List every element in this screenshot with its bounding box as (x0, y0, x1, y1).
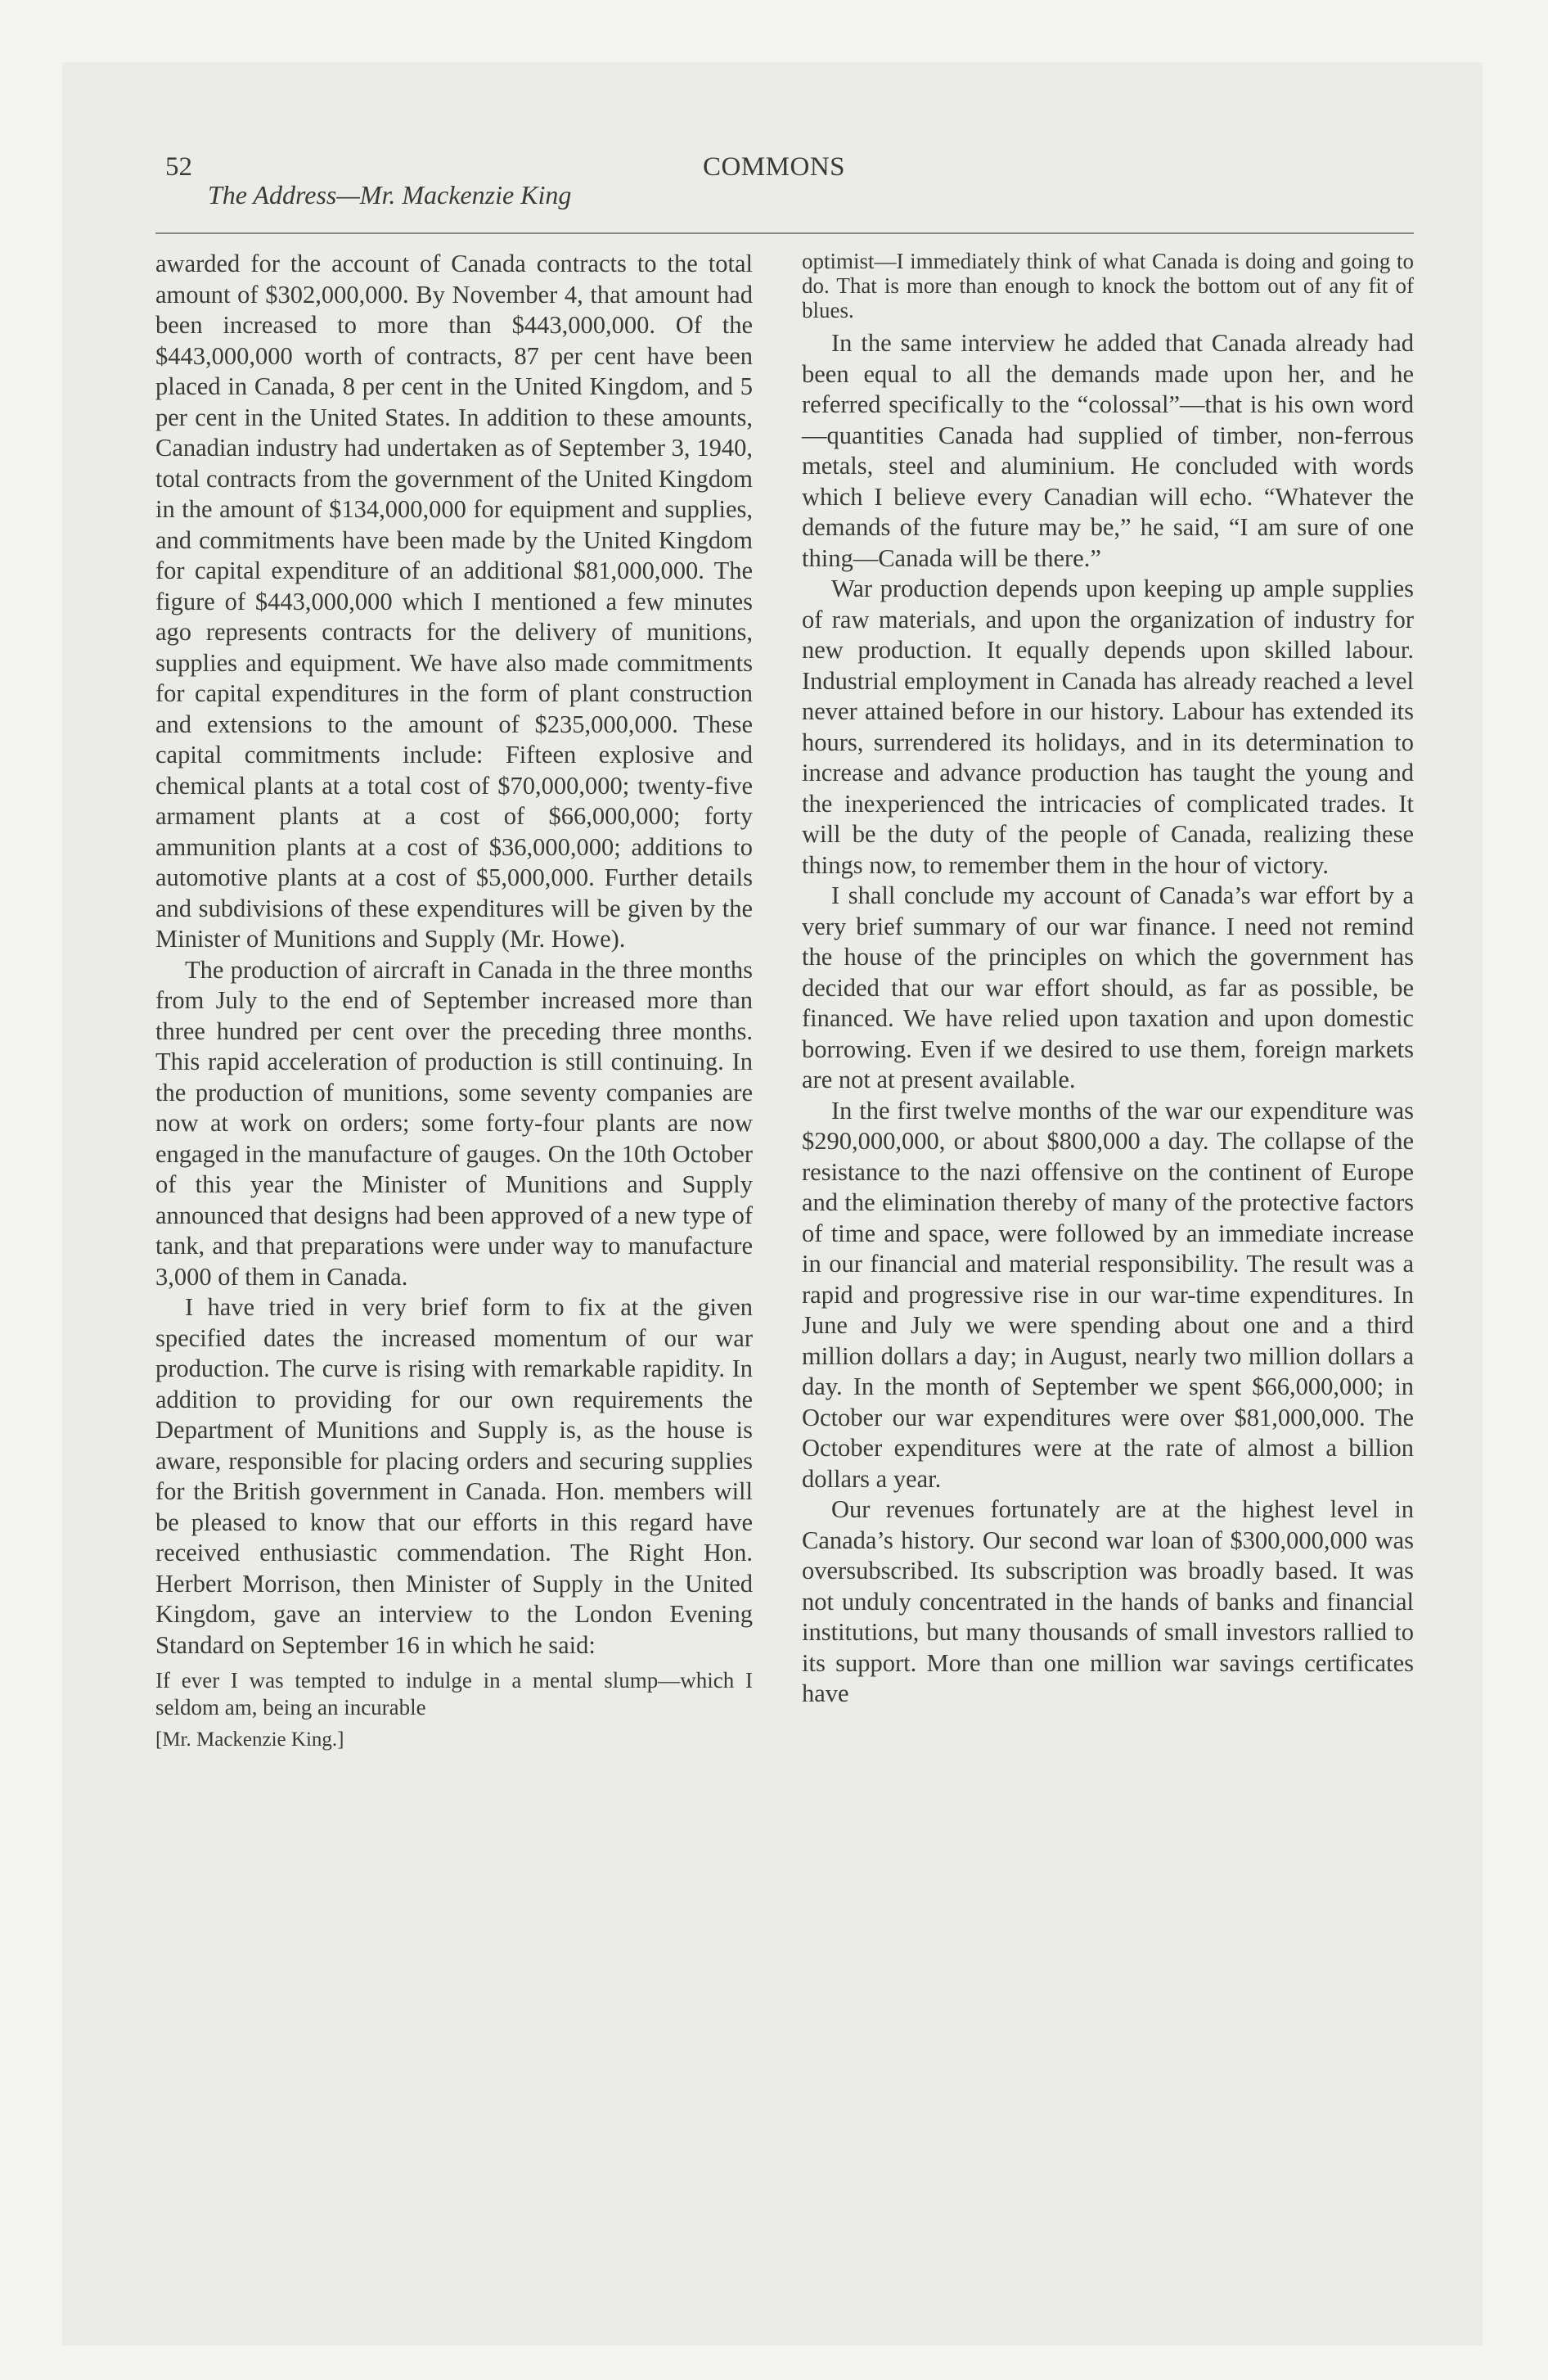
paragraph: I shall conclude my account of Canada’s war effort by a very brief summary of our war finance. I need not remind the house of the principles on which the government has decided that our war effort should, as far as possible, be financed. We have relied upon taxation and upon domestic borrowing. Even if we desired to use them, foreign markets are not at present available. (802, 881, 1414, 1093)
block-quote-continued: optimist—I immediately think of what Canada is doing and going to do. That is more than enough to knock the bottom out of any fit of blues. (802, 249, 1414, 322)
header-rule (155, 232, 1414, 234)
paragraph: I have tried in very brief form to fix at the given specified dates the increased momentum of our war production. The curve is rising with remarkable rapidity. In addition to providing for our own requirements the Department of Munitions and Supply is, as the house is aware, responsible for placing orders and securing supplies for the British government in Canada. Hon. members will be pleased to know that our efforts in this regard have received enthusiastic commendation. The Right Hon. Herbert Morrison, then Minister of Supply in the United Kingdom, gave an interview to the London Evening Standard on September 16 in which he said: (155, 1293, 753, 1659)
page-number: 52 (165, 152, 192, 182)
running-head: The Address—Mr. Mackenzie King (208, 180, 572, 210)
paragraph: War production depends upon keeping up ample supplies of raw materials, and upon the organization of industry for new production. It equally depends upon skilled labour. Industrial employment in Canada has already reached a level never attained before in our history. Labour has extended its hours, surrendered its holidays, and in its determination to increase and advance production has taught the young and the inexperienced the intricacies of complicated trades. It will be the duty of the people of Canada, realizing these things now, to remember them in the hour of victory. (802, 575, 1414, 879)
paragraph: awarded for the account of Canada contracts to the total amount of $302,000,000. By November 4, that amount had been increased to more than $443,000,000. Of the $443,000,000 worth of contracts, 87 per cent have been placed in Canada, 8 per cent in the United Kingdom, and 5 per cent in the United States. In addition to these amounts, Canadian industry had undertaken as of September 3, 1940, total contracts from the government of the United Kingdom in the amount of $134,000,000 for equipment and supplies, and commitments have been made by the United Kingdom for capital expenditure of an additional $81,000,000. The figure of $443,000,000 which I mentioned a few minutes ago represents contracts for the delivery of munitions, supplies and equipment. We have also made commitments for capital expenditures in the form of plant construction and extensions to the amount of $235,000,000. These capital commitments include: Fifteen explosive and chemical plants at a total cost of $70,000,000; twenty-five armament plants at a cost of $66,000,000; forty ammunition plants at a cost of $36,000,000; additions to automotive plants at a cost of $5,000,000. Further details and subdivisions of these expenditures will be given by the Minister of Munitions and Supply (Mr. Howe). (155, 250, 753, 953)
paragraph: In the first twelve months of the war our expenditure was $290,000,000, or about $800,000 a day. The collapse of the resistance to the nazi offensive on the continent of Europe and the elimination thereby of many of the protective factors of time and space, were followed by an immediate increase in our financial and material responsibility. The result was a rapid and progressive rise in our war-time expenditures. In June and July we were spending about one and a third million dollars a day; in August, nearly two million dollars a day. In the month of September we spent $66,000,000; in October our war expenditures were over $81,000,000. The October expenditures were at the rate of almost a billion dollars a year. (802, 1096, 1414, 1493)
left-column (155, 249, 753, 1752)
speaker-tag: [Mr. Mackenzie King.] (155, 1729, 344, 1751)
paragraph: In the same interview he added that Canada already had been equal to all the demands made upon her, and he referred specifically to the “colossal”—that is his own word—quantities Canada had supplied of timber, non-ferrous metals, steel and aluminium. He concluded with words which I believe every Canadian will echo. “Whatever the demands of the future may be,” he said, “I am sure of one thing—Canada will be there.” (802, 329, 1414, 572)
paragraph: Our revenues fortunately are at the highest level in Canada’s history. Our second war loan of $300,000,000 was oversubscribed. Its subscription was broadly based. It was not unduly concentrated in the hands of banks and financial institutions, but many thousands of small investors rallied to its support. More than one million war savings certificates have (802, 1495, 1414, 1707)
right-column (802, 249, 1414, 1710)
paragraph: The production of aircraft in Canada in the three months from July to the end of September increased more than three hundred per cent over the preceding three months. This rapid acceleration of production is still continuing. In the production of munitions, some seventy companies are now at work on orders; some forty-four plants are now engaged in the manufacture of gauges. On the 10th October of this year the Minister of Munitions and Supply announced that designs had been approved of a new type of tank, and that preparations were under way to manufacture 3,000 of them in Canada. (155, 955, 753, 1291)
masthead: COMMONS (702, 152, 846, 182)
block-quote: If ever I was tempted to indulge in a mental slump—which I seldom am, being an incurable (155, 1668, 753, 1720)
